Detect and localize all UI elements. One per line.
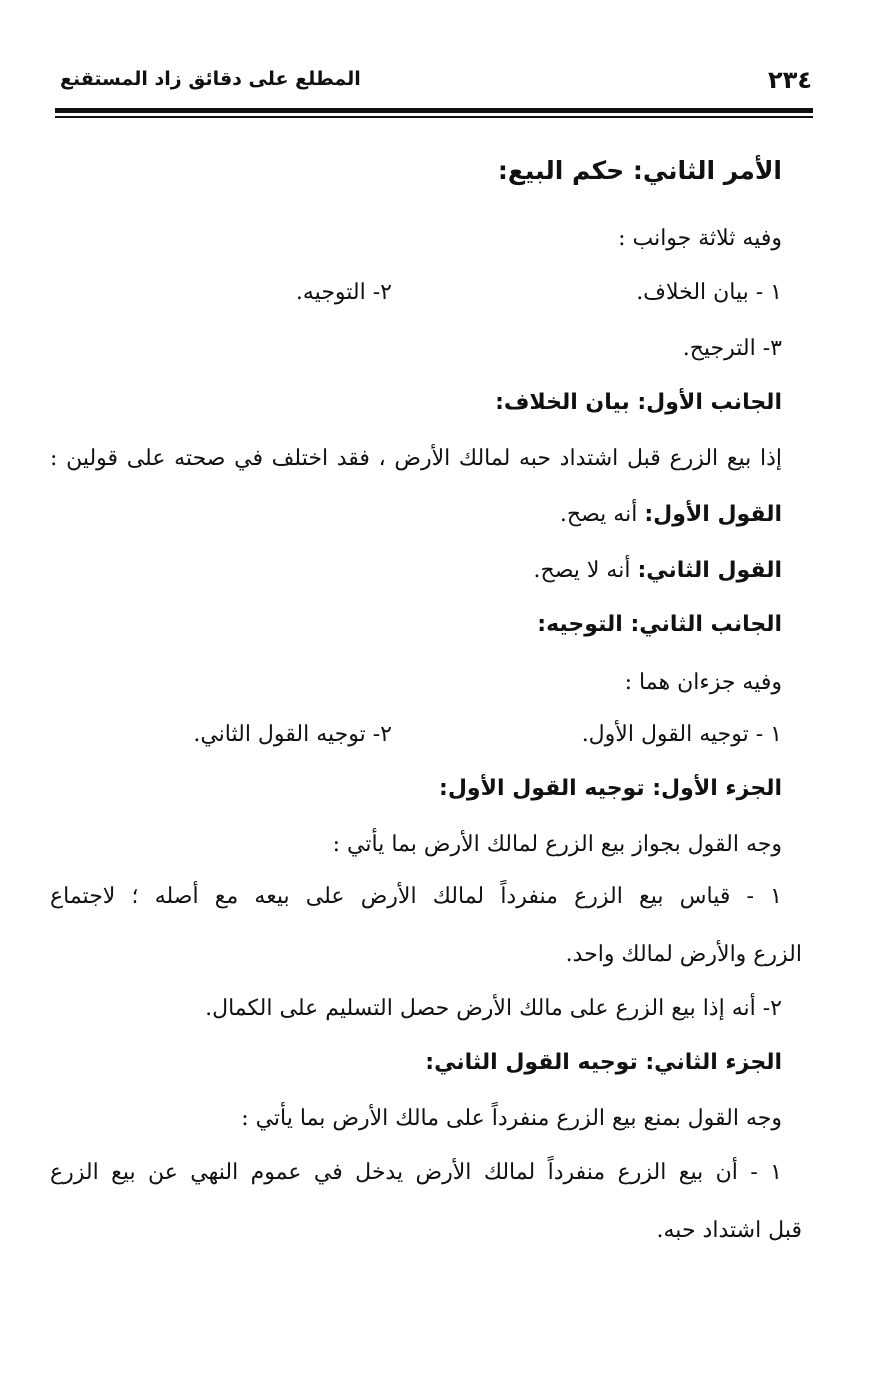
subsection-heading: الجانب الأول: بيان الخلاف: — [495, 390, 782, 415]
list-item: ٣- الترجيح. — [682, 336, 782, 361]
running-title: المطلع على دقائق زاد المستقنع — [60, 68, 361, 90]
opinion-text: أنه يصح. — [559, 502, 645, 527]
paragraph-text: ١ - أن بيع الزرع منفرداً لمالك الأرض يدخل في عموم النهي عن بيع الزرع — [50, 1160, 782, 1185]
paragraph-text: إذا بيع الزرع قبل اشتداد حبه لمالك الأرض ، فقد اختلف في صحته على قولين : — [50, 446, 782, 471]
list-item: ١ - بيان الخلاف. — [636, 280, 782, 305]
text-line: قبل اشتداد حبه. — [656, 1218, 802, 1243]
text-line — [50, 884, 782, 909]
text-line — [50, 446, 782, 471]
text-line: الزرع والأرض لمالك واحد. — [565, 942, 802, 967]
opinion-label: القول الثاني: — [637, 558, 782, 583]
part-heading: الجزء الثاني: توجيه القول الثاني: — [425, 1050, 782, 1075]
text-line: وجه القول بمنع بيع الزرع منفرداً على مالك الأرض بما يأتي : — [241, 1106, 782, 1131]
text-line: وفيه ثلاثة جوانب : — [618, 226, 782, 251]
text-line — [50, 1160, 782, 1185]
list-item: ٢- توجيه القول الثاني. — [193, 722, 392, 747]
opinion-line — [534, 558, 783, 583]
section-heading-ruling: الأمر الثاني: حكم البيع: — [497, 156, 782, 185]
part-heading: الجزء الأول: توجيه القول الأول: — [439, 776, 782, 801]
page-header — [60, 60, 812, 102]
list-row — [50, 722, 782, 747]
list-item: ١ - توجيه القول الأول. — [581, 722, 782, 747]
opinion-text: أنه لا يصح. — [533, 558, 638, 583]
opinion-line — [560, 502, 782, 527]
header-rule-thin — [55, 116, 813, 118]
page-number: ٢٣٤ — [768, 66, 812, 94]
list-item: ٢- التوجيه. — [295, 280, 392, 305]
text-line: وفيه جزءان هما : — [624, 670, 782, 695]
opinion-label: القول الأول: — [644, 502, 782, 527]
text-line: ٢- أنه إذا بيع الزرع على مالك الأرض حصل التسليم على الكمال. — [205, 996, 782, 1021]
list-row — [50, 280, 782, 305]
text-line: وجه القول بجواز بيع الزرع لمالك الأرض بما يأتي : — [332, 832, 782, 857]
paragraph-text: ١ - قياس بيع الزرع منفرداً لمالك الأرض على بيعه مع أصله ؛ لاجتماع — [50, 884, 782, 909]
subsection-heading: الجانب الثاني: التوجيه: — [537, 612, 782, 637]
header-rule-thick — [55, 108, 813, 113]
